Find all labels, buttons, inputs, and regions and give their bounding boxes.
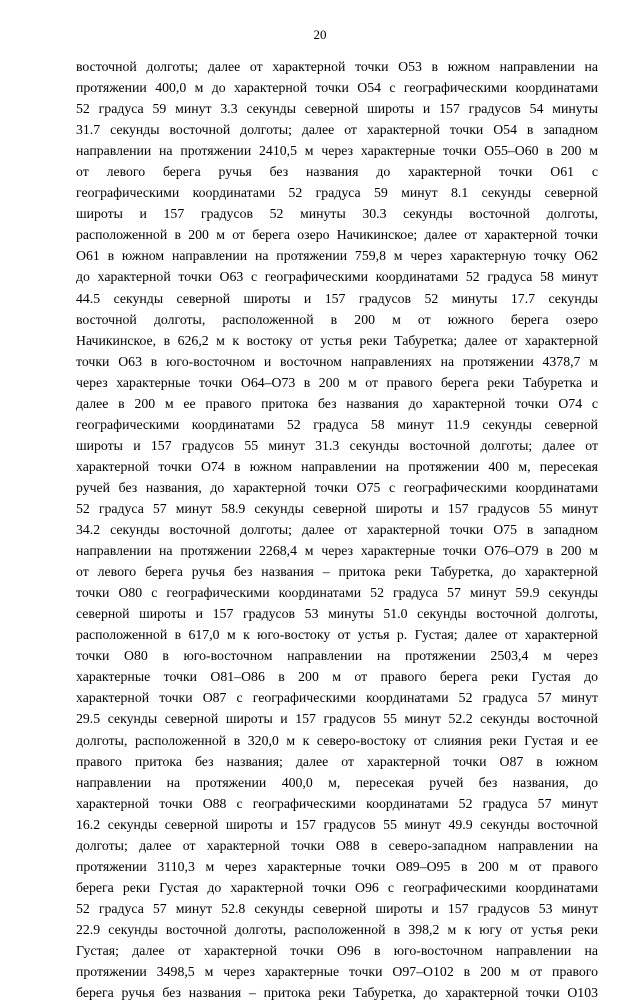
text-line: от левого берега ручья без названия – притока реки Табуретка, до характерной: [76, 564, 598, 580]
text-line: 16.2 секунды северной широты и 157 градусов 55 минут 49.9 секунды восточной: [76, 816, 598, 832]
text-line: до характерной точки О63 с географическими координатами 52 градуса 58 минут: [76, 269, 598, 285]
text-line: восточной долготы, расположенной в 200 м от южного берега озеро: [76, 311, 598, 327]
text-line: правого притока без названия; далее от характерной точки О87 в южном: [76, 753, 598, 769]
text-line: 31.7 секунды восточной долготы; далее от характерной точки О54 в западном: [76, 122, 598, 138]
text-line: 22.9 секунды восточной долготы, расположенной в 398,2 м к югу от устья реки: [76, 921, 598, 937]
text-line: географическими координатами 52 градуса 58 минут 11.9 секунды северной: [76, 416, 598, 432]
text-line: точки О80 в юго-восточном направлении на протяжении 2503,4 м через: [76, 648, 598, 664]
text-line: точки О63 в юго-восточном и восточном направлениях на протяжении 4378,7 м: [76, 353, 598, 369]
text-line: протяжении 400,0 м до характерной точки О54 с географическими координатами: [76, 80, 598, 96]
text-line: характерной точки О87 с географическими координатами 52 градуса 57 минут: [76, 690, 598, 706]
text-line: 44.5 секунды северной широты и 157 градусов 52 минуты 17.7 секунды: [76, 290, 598, 306]
text-line: ручей без названия, до характерной точки О75 с географическими координатами: [76, 479, 598, 495]
text-line: 52 градуса 59 минут 3.3 секунды северной широты и 157 градусов 54 минуты: [76, 101, 598, 117]
text-line: долготы; далее от характерной точки О88 в северо-западном направлении на: [76, 837, 598, 853]
text-line: характерной точки О88 с географическими координатами 52 градуса 57 минут: [76, 795, 598, 811]
text-line: расположенной в 617,0 м к юго-востоку от устья р. Густая; далее от характерной: [76, 627, 598, 643]
text-line: берега реки Густая до характерной точки О96 с географическими координатами: [76, 879, 598, 895]
text-line: 34.2 секунды восточной долготы; далее от характерной точки О75 в западном: [76, 522, 598, 538]
text-line: характерной точки О74 в южном направлении на протяжении 400 м, пересекая: [76, 458, 598, 474]
text-line: 52 градуса 57 минут 52.8 секунды северной широты и 157 градусов 53 минут: [76, 900, 598, 916]
text-line: восточной долготы; далее от характерной точки О53 в южном направлении на: [76, 59, 598, 74]
text-line: через характерные точки О64–О73 в 200 м от правого берега реки Табуретка и: [76, 374, 598, 390]
text-line: от левого берега ручья без названия до характерной точки О61 с: [76, 164, 598, 180]
text-line: расположенной в 200 м от берега озеро Начикинское; далее от характерной точки: [76, 227, 598, 243]
text-line: направлении на протяжении 2410,5 м через характерные точки О55–О60 в 200 м: [76, 143, 598, 159]
text-line: географическими координатами 52 градуса 59 минут 8.1 секунды северной: [76, 185, 598, 201]
text-line: широты и 157 градусов 52 минуты 30.3 секунды восточной долготы,: [76, 206, 598, 222]
text-line: О61 в южном направлении на протяжении 759,8 м через характерную точку О62: [76, 248, 598, 264]
text-line: берега ручья без названия – притока реки Табуретка, до характерной точки О103: [76, 985, 598, 1001]
text-line: характерные точки О81–О86 в 200 м от правого берега реки Густая до: [76, 669, 598, 685]
text-line: направлении на протяжении 400,0 м, пересекая ручей без названия, до: [76, 774, 598, 790]
body-text: [76, 56, 598, 1003]
text-line: северной широты и 157 градусов 53 минуты 51.0 секунды восточной долготы,: [76, 606, 598, 622]
text-line: долготы, расположенной в 320,0 м к северо-востоку от слияния реки Густая и ее: [76, 732, 598, 748]
text-line: далее в 200 м ее правого притока без названия до характерной точки О74 с: [76, 395, 598, 411]
text-line: протяжении 3498,5 м через характерные точки О97–О102 в 200 м от правого: [76, 964, 598, 980]
text-line: Начикинское, в 626,2 м к востоку от устья реки Табуретка; далее от характерной: [76, 332, 598, 348]
text-line: 29.5 секунды северной широты и 157 градусов 55 минут 52.2 секунды восточной: [76, 711, 598, 727]
text-line: протяжении 3110,3 м через характерные точки О89–О95 в 200 м от правого: [76, 858, 598, 874]
text-line: 52 градуса 57 минут 58.9 секунды северной широты и 157 градусов 55 минут: [76, 500, 598, 516]
page-number: 20: [313, 27, 327, 42]
text-line: направлении на протяжении 2268,4 м через характерные точки О76–О79 в 200 м: [76, 543, 598, 559]
text-line: широты и 157 градусов 55 минут 31.3 секунды восточной долготы; далее от: [76, 437, 598, 453]
text-line: точки О80 с географическими координатами 52 градуса 57 минут 59.9 секунды: [76, 585, 598, 601]
text-line: Густая; далее от характерной точки О96 в юго-восточном направлении на: [76, 942, 598, 958]
